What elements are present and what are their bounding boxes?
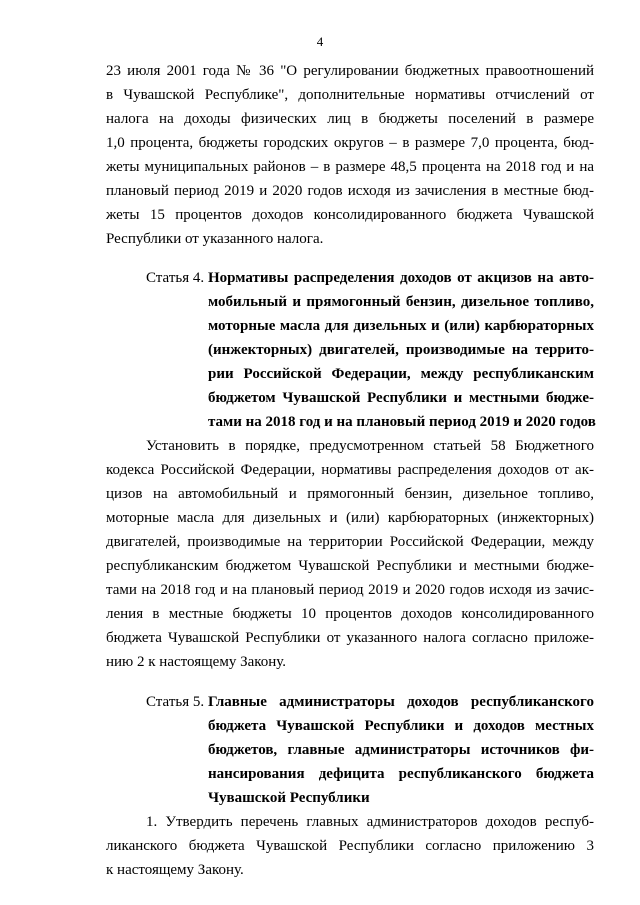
article-4-body-line: цизов на автомобильный и прямогонный бензин, дизельное топливо,: [106, 486, 594, 502]
article-4-label: Статья 4.: [146, 270, 205, 286]
intro-line: Республики от указанного налога.: [106, 231, 324, 247]
intro-line: плановый период 2019 и 2020 годов исходя из зачисления в местные бюд-: [106, 183, 594, 199]
article-4-body-line: нию 2 к настоящему Закону.: [106, 654, 287, 670]
article-4-heading-line: моторные масла для дизельных и (или) карбюраторных: [208, 318, 594, 334]
article-4-body-line: Установить в порядке, предусмотренном статьей 58 Бюджетного: [146, 438, 594, 454]
intro-line: жеты муниципальных районов – в размере 48,5 процента на 2018 год и на: [106, 159, 594, 175]
article-5-heading-line: нансирования дефицита республиканского бюджета: [208, 766, 594, 782]
intro-line: 1,0 процента, бюджеты городских округов – в размере 7,0 процента, бюд-: [106, 135, 594, 151]
article-5-label: Статья 5.: [146, 694, 205, 710]
article-4-body-line: ления в местные бюджеты 10 процентов доходов консолидированного: [106, 606, 594, 622]
article-4-heading-line: тами на 2018 год и на плановый период 2019 и 2020 годов: [208, 414, 596, 430]
article-4-heading-line: Нормативы распределения доходов от акцизов на авто-: [208, 270, 594, 286]
article-5-body-line: 1. Утвердить перечень главных администраторов доходов респуб-: [146, 814, 594, 830]
intro-line: 23 июля 2001 года № 36 "О регулировании бюджетных правоотношений: [106, 63, 594, 79]
article-4-body-line: кодекса Российской Федерации, нормативы распределения доходов от ак-: [106, 462, 594, 478]
intro-line: налога на доходы физических лиц в бюджеты поселений в размере: [106, 111, 594, 127]
article-4-heading-line: (инжекторных) двигателей, производимые на террито-: [208, 342, 594, 358]
article-5-heading-line: бюджета Чувашской Республики и доходов местных: [208, 718, 594, 734]
intro-line: в Чувашской Республике", дополнительные нормативы отчислений от: [106, 87, 594, 103]
article-5-heading-line: Главные администраторы доходов республиканского: [208, 694, 594, 710]
page-number: 4: [316, 34, 324, 49]
article-4-heading-line: мобильный и прямогонный бензин, дизельное топливо,: [208, 294, 594, 310]
article-4-body-line: республиканским бюджетом Чувашской Республики и местными бюдже-: [106, 558, 594, 574]
article-5-heading-line: бюджетов, главные администраторы источников фи-: [208, 742, 594, 758]
article-4-heading-line: бюджетом Чувашской Республики и местными бюдже-: [208, 390, 594, 406]
article-5-heading-line: Чувашской Республики: [208, 790, 370, 806]
article-4-heading-line: рии Российской Федерации, между республиканским: [208, 366, 594, 382]
article-4-body-line: моторные масла для дизельных и (или) карбюраторных (инжекторных): [106, 510, 594, 526]
article-4-body-line: тами на 2018 год и на плановый период 2019 и 2020 годов исходя из зачис-: [106, 582, 594, 598]
intro-line: жеты 15 процентов доходов консолидированного бюджета Чувашской: [106, 207, 594, 223]
article-4-body-line: двигателей, производимые на территории Российской Федерации, между: [106, 534, 594, 550]
article-4-body-line: бюджета Чувашской Республики от указанного налога согласно приложе-: [106, 630, 594, 646]
article-5-body-line: ликанского бюджета Чувашской Республики согласно приложению 3: [106, 838, 594, 854]
article-5-body-line: к настоящему Закону.: [106, 862, 244, 878]
